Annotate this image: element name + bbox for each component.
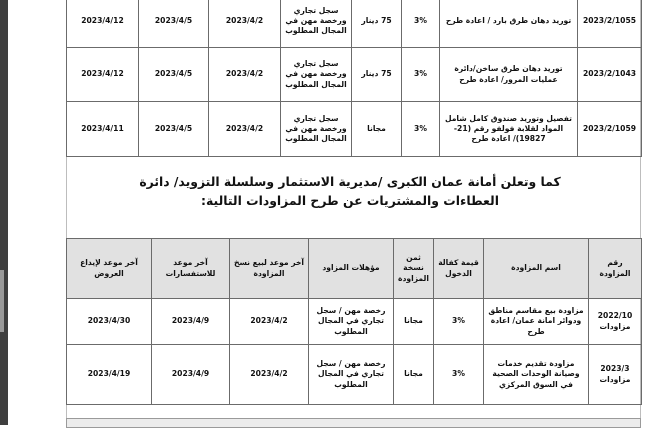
header-deposit-date: آخر موعد لإيداع العروض xyxy=(67,239,152,299)
cell-number: 2023/3 مزاودات xyxy=(589,345,642,405)
tenders-table xyxy=(66,0,642,157)
heading-line-1: كما وتعلن أمانة عمان الكبرى /مديرية الاستثمار وسلسلة التزويد/ دائرة xyxy=(139,174,561,189)
table-row xyxy=(67,102,642,157)
cell-sale-date: 2023/4/2 xyxy=(230,345,309,405)
cell-inquiry-date: 2023/4/9 xyxy=(152,299,230,345)
cell-guarantee: 3% xyxy=(402,0,440,48)
cell-price: 75 دينار xyxy=(352,0,402,48)
cell-deposit-date: 2023/4/12 xyxy=(67,0,139,48)
left-edge-tab xyxy=(0,270,4,332)
cell-guarantee: 3% xyxy=(402,48,440,102)
cell-guarantee: 3% xyxy=(434,299,484,345)
cell-qualifications: سجل تجاري ورخصة مهن في المجال المطلوب xyxy=(281,48,352,102)
cell-qualifications: سجل تجاري ورخصة مهن في المجال المطلوب xyxy=(281,0,352,48)
table-row xyxy=(67,0,642,48)
cell-inquiry-date: 2023/4/5 xyxy=(139,48,209,102)
table-row xyxy=(67,48,642,102)
auctions-table xyxy=(66,238,642,405)
cell-sale-date: 2023/4/2 xyxy=(209,48,281,102)
cell-name: توريد دهان طرق ساخن/دائرة عمليات المرور/ اعادة طرح xyxy=(440,48,578,102)
header-sale-date: آخر موعد لبيع نسخ المزاودة xyxy=(230,239,309,299)
left-edge-bar xyxy=(0,0,8,425)
cell-deposit-date: 2023/4/30 xyxy=(67,299,152,345)
next-section-box xyxy=(66,418,641,428)
cell-price: مجانا xyxy=(394,345,434,405)
heading-line-2: العطاءات والمشتريات عن طرح المزاودات التالية: xyxy=(201,193,499,209)
cell-name: توريد دهان طرق بارد / اعادة طرح xyxy=(440,0,578,48)
cell-deposit-date: 2023/4/19 xyxy=(67,345,152,405)
header-inquiry-date: آخر موعد للاستفسارات xyxy=(152,239,230,299)
cell-number: 2023/2/1055 xyxy=(578,0,642,48)
cell-guarantee: 3% xyxy=(434,345,484,405)
cell-qualifications: سجل تجاري ورخصة مهن في المجال المطلوب xyxy=(281,102,352,157)
cell-sale-date: 2023/4/2 xyxy=(209,0,281,48)
header-name: اسم المزاودة xyxy=(484,239,589,299)
cell-deposit-date: 2023/4/12 xyxy=(67,48,139,102)
cell-qualifications: رخصة مهن / سجل تجاري في المجال المطلوب xyxy=(309,299,394,345)
cell-sale-date: 2023/4/2 xyxy=(230,299,309,345)
header-qualifications: مؤهلات المزاود xyxy=(309,239,394,299)
cell-price: مجانا xyxy=(352,102,402,157)
cell-name: تفصيل وتوريد صندوق كامل شامل المواد لقلابة فولفو رقم (21-19827)/ اعادة طرح xyxy=(440,102,578,157)
table-header-row xyxy=(67,239,642,299)
cell-qualifications: رخصة مهن / سجل تجاري في المجال المطلوب xyxy=(309,345,394,405)
cell-number: 2023/2/1059 xyxy=(578,102,642,157)
header-price: ثمن نسخة المزاودة xyxy=(394,239,434,299)
cell-deposit-date: 2023/4/11 xyxy=(67,102,139,157)
cell-name: مزاودة بيع مقاسم مناطق ودوائر امانة عمان/ اعادة طرح xyxy=(484,299,589,345)
cell-name: مزاودة تقديم خدمات وصيانة الوحدات الصحية في السوق المركزي xyxy=(484,345,589,405)
table-row xyxy=(67,345,642,405)
cell-number: 2022/10 مزاودات xyxy=(589,299,642,345)
cell-price: مجانا xyxy=(394,299,434,345)
cell-number: 2023/2/1043 xyxy=(578,48,642,102)
cell-inquiry-date: 2023/4/5 xyxy=(139,102,209,157)
announcement-heading xyxy=(80,172,620,210)
header-number: رقم المزاودة xyxy=(589,239,642,299)
cell-price: 75 دينار xyxy=(352,48,402,102)
cell-sale-date: 2023/4/2 xyxy=(209,102,281,157)
cell-inquiry-date: 2023/4/9 xyxy=(152,345,230,405)
cell-inquiry-date: 2023/4/5 xyxy=(139,0,209,48)
header-guarantee: قيمة كفالة الدخول xyxy=(434,239,484,299)
cell-guarantee: 3% xyxy=(402,102,440,157)
table-row xyxy=(67,299,642,345)
